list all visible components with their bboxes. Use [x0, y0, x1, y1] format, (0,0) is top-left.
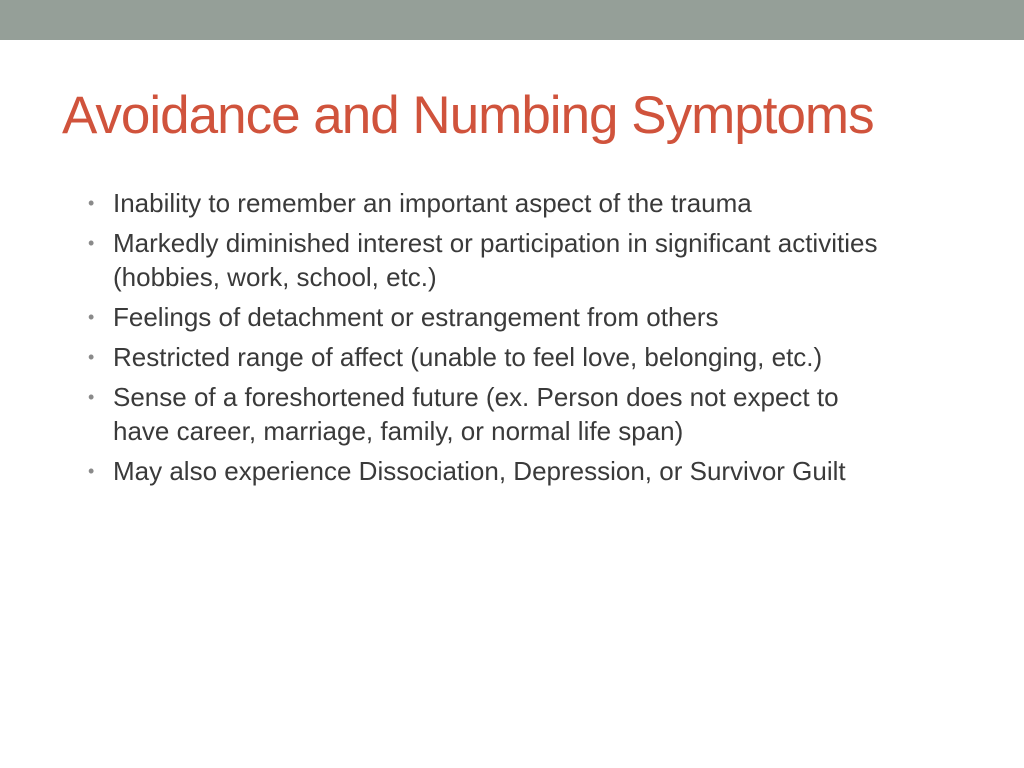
bullet-text-continuation: (hobbies, work, school, etc.) — [113, 262, 437, 292]
bullet-text: Feelings of detachment or estrangement from others — [113, 302, 719, 332]
bullet-dot-icon: • — [88, 347, 95, 367]
bullet-text: Restricted range of affect (unable to feel love, belonging, etc.) — [113, 342, 823, 372]
bullet-item — [88, 226, 968, 294]
bullet-item — [88, 380, 968, 448]
bullet-dot-icon: • — [88, 193, 95, 213]
bullet-text: Sense of a foreshortened future (ex. Person does not expect to — [113, 382, 839, 412]
bullet-dot-icon: • — [88, 307, 95, 327]
bullet-text-continuation: have career, marriage, family, or normal life span) — [113, 416, 684, 446]
bullet-list — [88, 186, 968, 494]
bullet-dot-icon: • — [88, 233, 95, 253]
top-accent-band — [0, 0, 1024, 40]
bullet-text: Markedly diminished interest or participation in significant activities — [113, 228, 878, 258]
bullet-item — [88, 300, 968, 334]
bullet-item — [88, 186, 968, 220]
bullet-text: May also experience Dissociation, Depression, or Survivor Guilt — [113, 456, 846, 486]
slide-title: Avoidance and Numbing Symptoms — [62, 86, 874, 145]
bullet-text: Inability to remember an important aspect of the trauma — [113, 188, 752, 218]
bullet-dot-icon: • — [88, 461, 95, 481]
bullet-item — [88, 454, 968, 488]
bullet-item — [88, 340, 968, 374]
bullet-dot-icon: • — [88, 387, 95, 407]
